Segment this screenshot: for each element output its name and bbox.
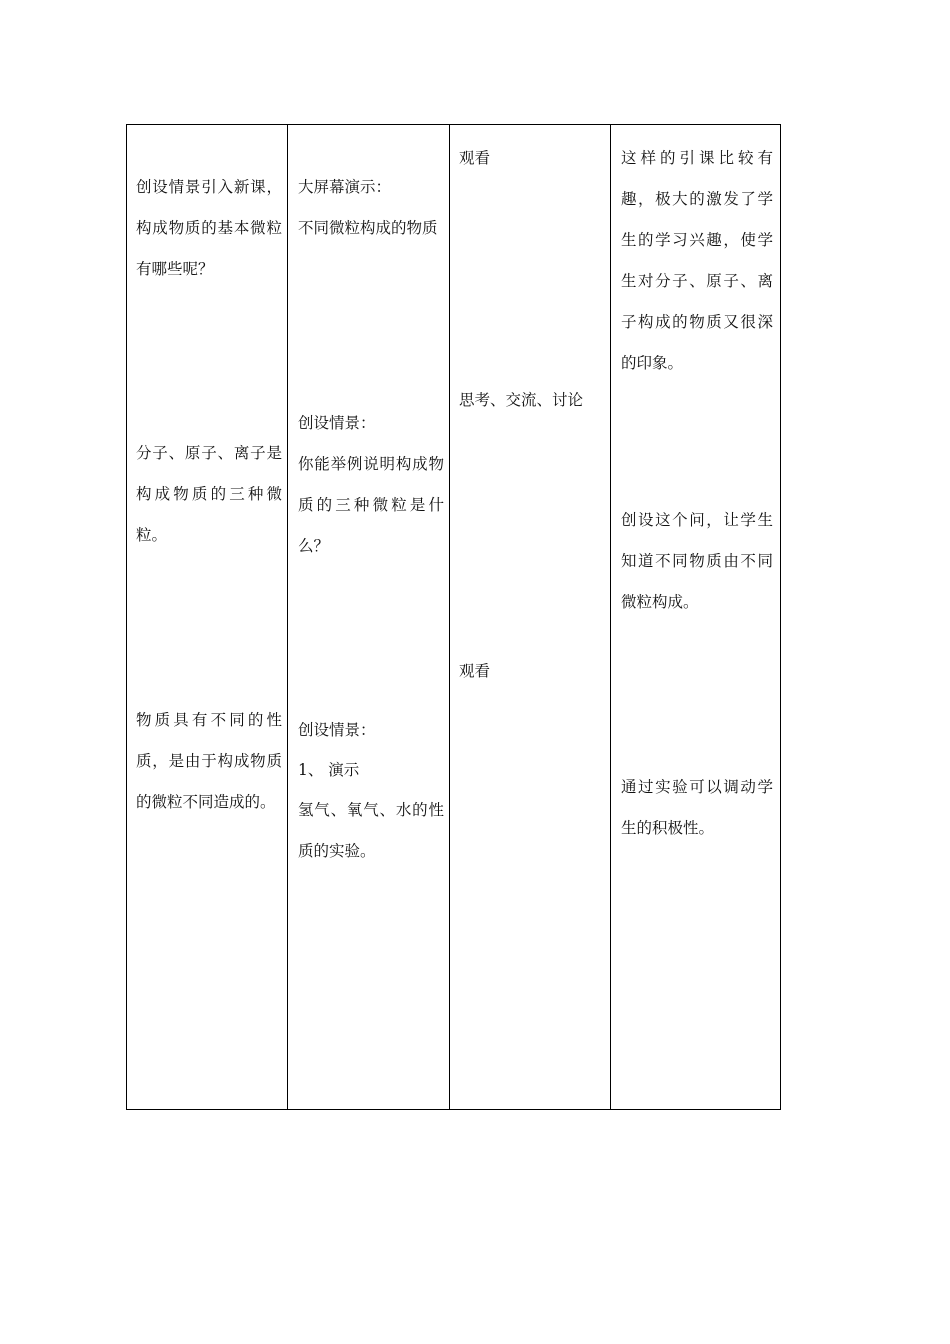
teacher-scene1-body: 你能举例说明构成物质的三种微粒是什么？ <box>298 455 444 555</box>
content-particles: 分子、原子、离子是构成物质的三种微粒。 <box>136 444 282 544</box>
teacher-screen-body: 不同微粒构成的物质 <box>298 219 438 237</box>
teacher-scene1-title: 创设情景： <box>298 414 376 432</box>
content-intro: 创设情景引入新课，构成物质的基本微粒有哪些呢？ <box>136 178 282 278</box>
intent-experiment-note: 通过实验可以调动学生的积极性。 <box>621 778 773 837</box>
intent-intro-note: 这样的引课比较有趣，极大的激发了学生的学习兴趣，使学生对分子、原子、离子构成的物质又很深的印象。 <box>621 149 773 372</box>
column-divider-3 <box>610 124 611 1110</box>
student-watch-2: 观看 <box>459 662 491 680</box>
intent-question-note: 创设这个问，让学生知道不同物质由不同微粒构成。 <box>621 511 773 611</box>
content-properties: 物质具有不同的性质，是由于构成物质的微粒不同造成的。 <box>136 711 282 811</box>
student-think: 思考、交流、讨论 <box>459 391 584 409</box>
student-watch-1: 观看 <box>459 149 491 167</box>
teacher-scene2-item: 1、 演示 <box>298 761 360 779</box>
column-divider-2 <box>449 124 450 1110</box>
teacher-scene2-title: 创设情景： <box>298 721 376 739</box>
column-divider-1 <box>287 124 288 1110</box>
teacher-scene2-body: 氢气、氧气、水的性质的实验。 <box>298 801 444 860</box>
teacher-screen-title: 大屏幕演示： <box>298 178 392 196</box>
